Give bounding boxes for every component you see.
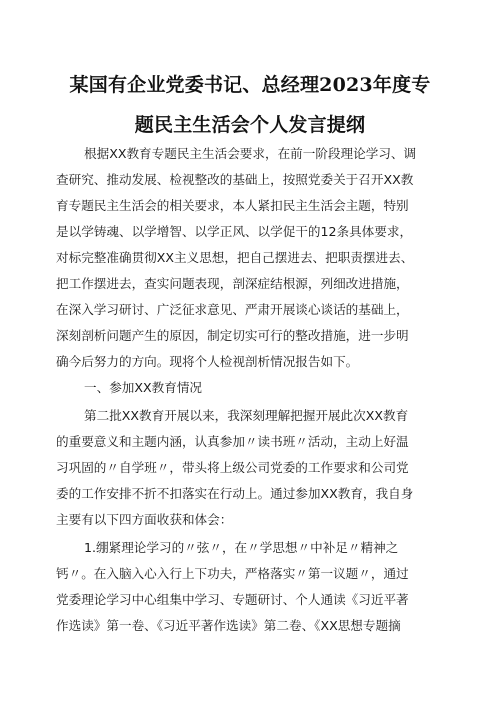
paragraph-line: 是以学铸魂、以学增智、以学正风、以学促干的12条具体要求，	[56, 224, 413, 239]
paragraph-line: 委的工作安排不折不扣落实在行动上。通过参加XX教育，我自身	[56, 486, 414, 501]
paragraph-line: 的重要意义和主题内涵，认真参加〃读书班〃活动，主动上好温	[56, 434, 409, 449]
paragraph-line: 第二批XX教育开展以来，我深刻理解把握开展此次XX教育	[84, 408, 409, 423]
paragraph-line: 把工作摆进去，查实问题表现，剖深症结根源，列细改进措施，	[56, 276, 409, 291]
paragraph-line: 查研究、推动发展、检视整改的基础上，按照党委关于召开XX教	[56, 172, 414, 187]
document-title-line-2: 题民主生活会个人发言提纲	[134, 114, 366, 136]
paragraph-line: 主要有以下四方面收获和体会：	[56, 512, 233, 527]
paragraph-line: 在深入学习研讨、广泛征求意见、严肃开展谈心谈话的基础上，	[56, 302, 409, 317]
paragraph-line: 确今后努力的方向。现将个人检视剖析情况报告如下。	[56, 354, 359, 369]
paragraph-line: 作选读》第一卷、《习近平著作选读》第二卷、《XX思想专题摘	[56, 618, 401, 633]
paragraph-line: 深刻剖析问题产生的原因，制定切实可行的整改措施，进一步明	[56, 328, 409, 343]
paragraph-line: 对标完整准确贯彻XX主义思想，把自己摆进去、把职责摆进去、	[56, 250, 414, 265]
section-heading: 一、参加XX教育情况	[84, 380, 203, 395]
paragraph-line: 育专题民主生活会的相关要求，本人紧扣民主生活会主题，特别	[56, 198, 409, 213]
paragraph-line: 习巩固的〃自学班〃，带头将上级公司党委的工作要求和公司党	[56, 460, 409, 475]
paragraph-line: 1.绷紧理论学习的〃弦〃，在〃学思想〃中补足〃精神之	[84, 540, 399, 555]
paragraph-line: 钙〃。在入脑入心入行上下功夫，严格落实〃第一议题〃，通过	[56, 566, 409, 581]
paragraph-line: 根据XX教育专题民主生活会要求，在前一阶段理论学习、调	[84, 146, 417, 161]
paragraph-line: 党委理论学习中心组集中学习、专题研讨、个人通读《习近平著	[56, 592, 409, 607]
document-title-line-1: 某国有企业党委书记、总经理2023年度专	[69, 74, 431, 96]
